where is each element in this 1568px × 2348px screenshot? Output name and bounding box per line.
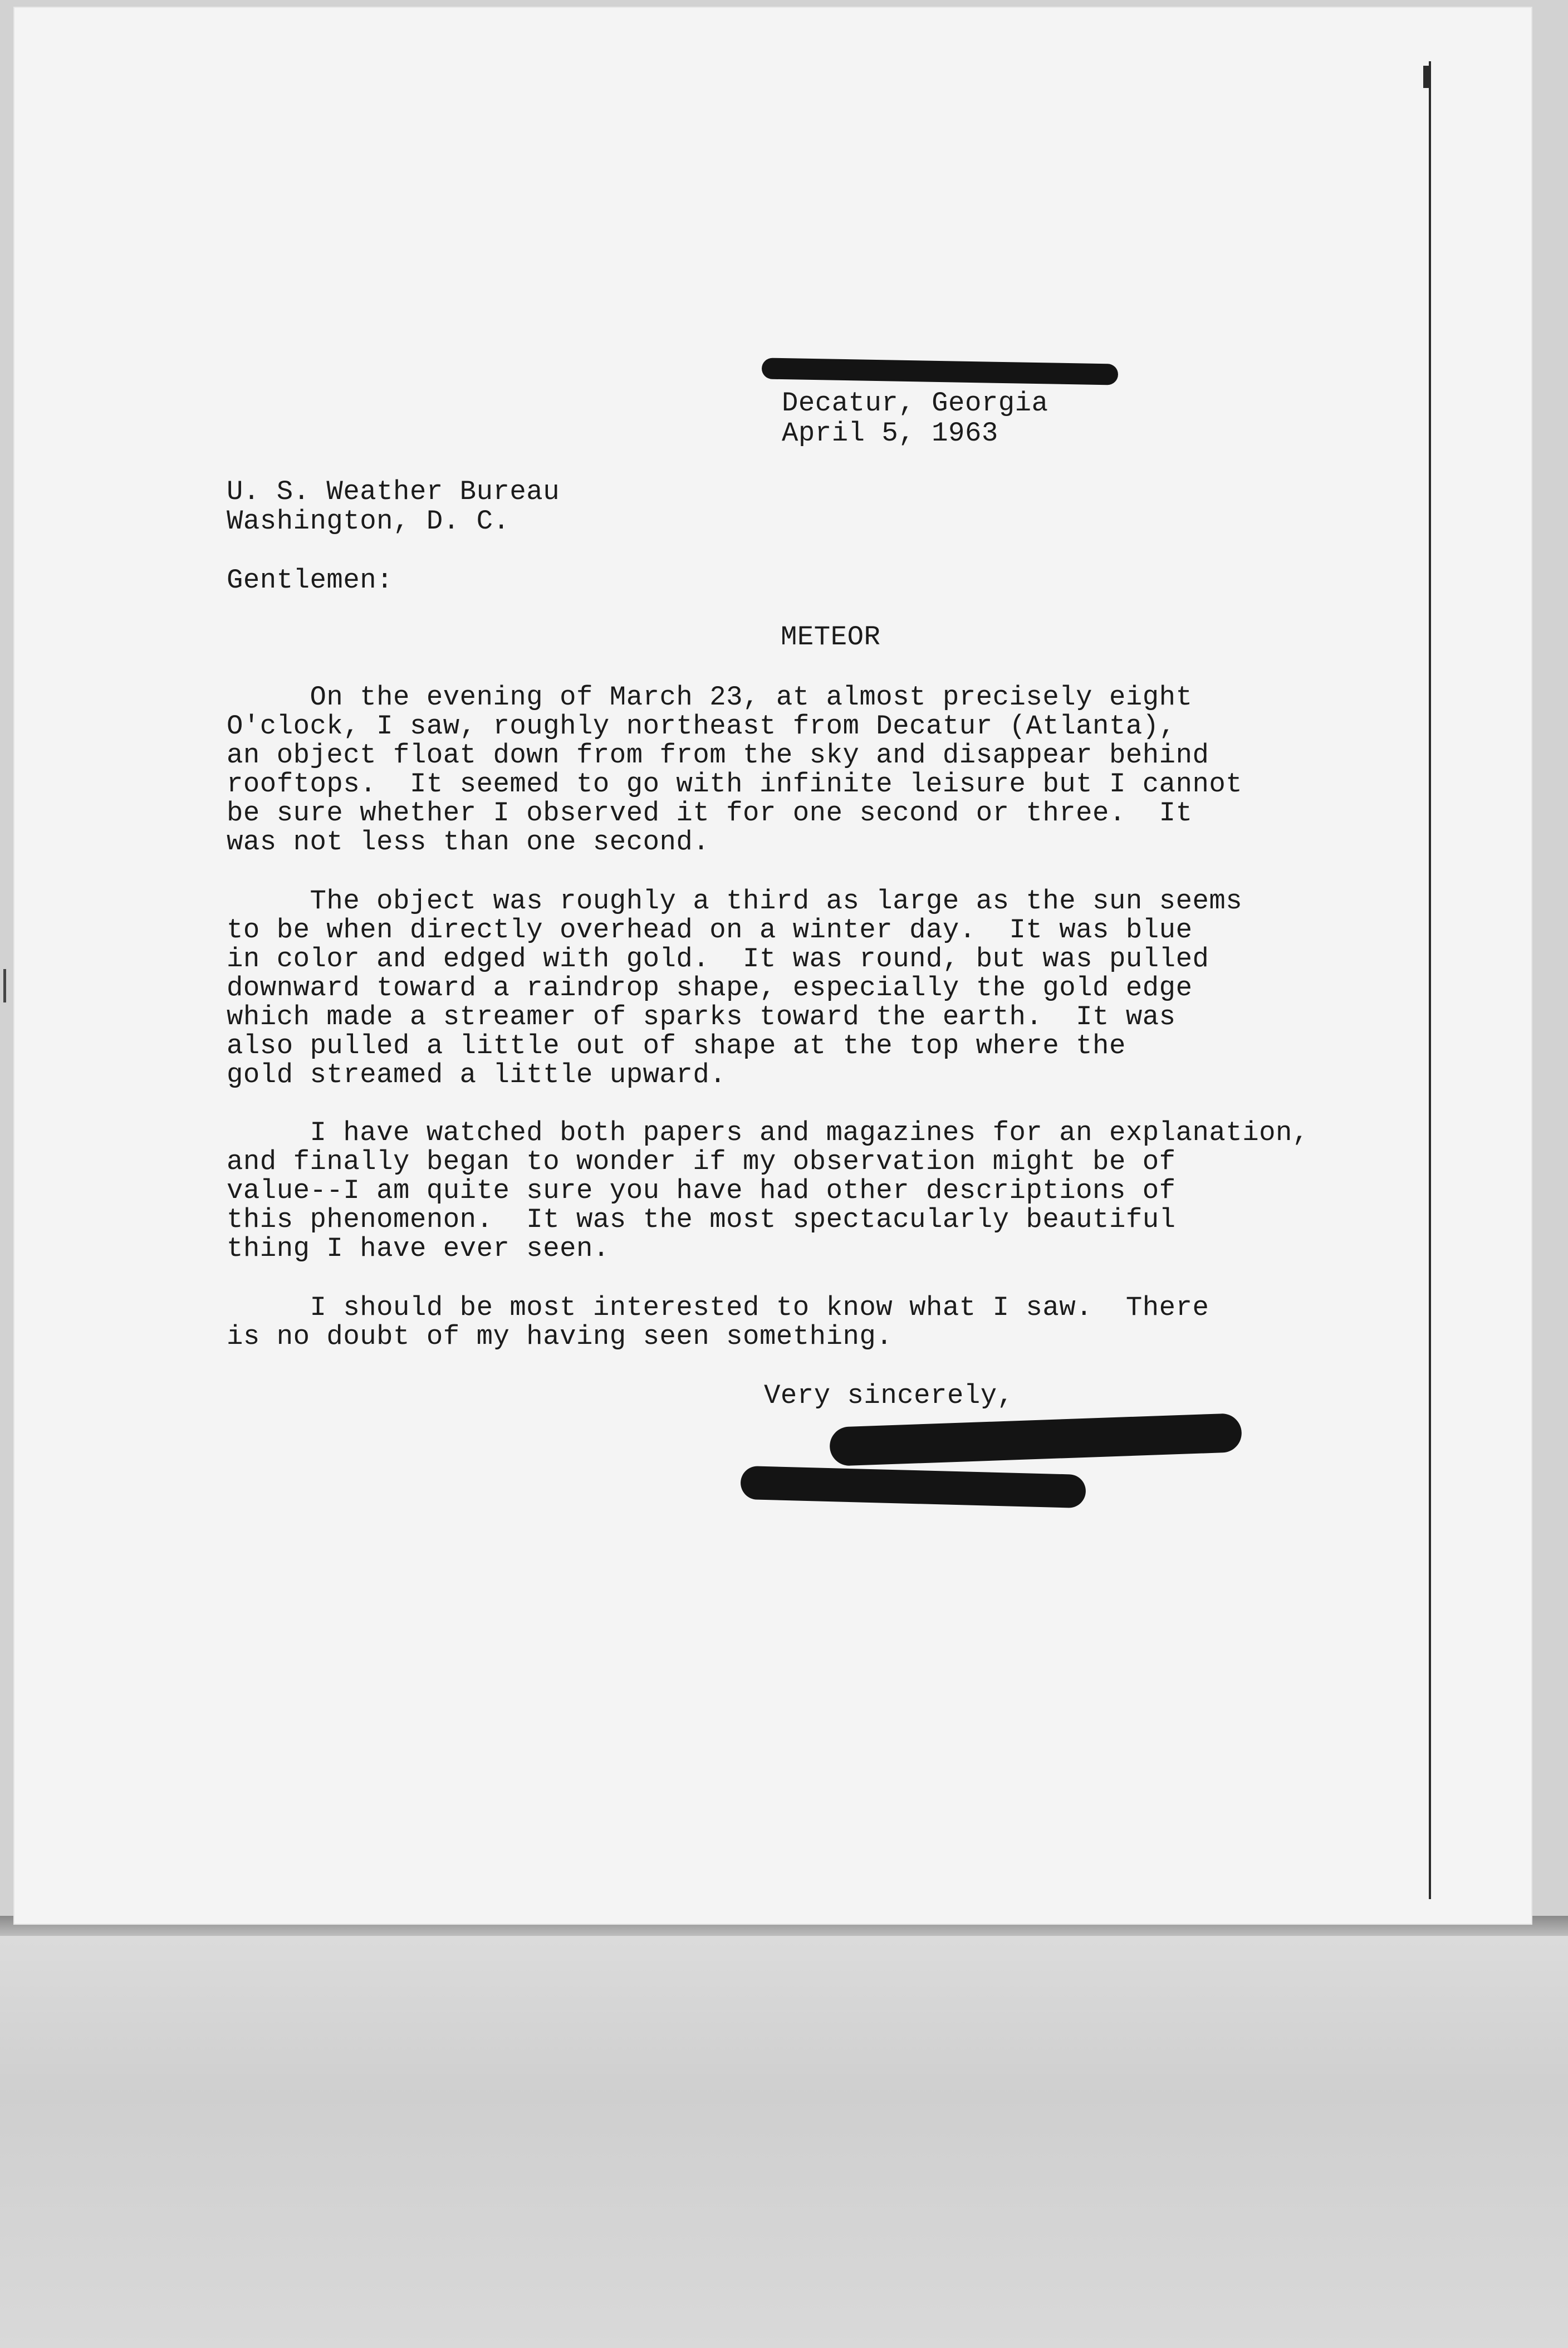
- salutation: Gentlemen:: [227, 565, 394, 596]
- closing: Very sincerely,: [764, 1380, 1014, 1411]
- paragraph-line: On the evening of March 23, at almost precisely eight: [227, 682, 1193, 713]
- paragraph-line: to be when directly overhead on a winter day. It was blue: [227, 914, 1193, 946]
- scan-background: [0, 1927, 1568, 2348]
- margin-rule: [1429, 61, 1431, 1899]
- letter-title: METEOR: [781, 622, 881, 653]
- paragraph-line: value--I am quite sure you have had other descriptions of: [227, 1175, 1176, 1206]
- paragraph-line: be sure whether I observed it for one second or three. It: [227, 798, 1193, 829]
- paragraph-line: which made a streamer of sparks toward the earth. It was: [227, 1001, 1176, 1033]
- paragraph-line: in color and edged with gold. It was round, but was pulled: [227, 943, 1209, 975]
- paragraph-line: The object was roughly a third as large as the sun seems: [227, 886, 1243, 917]
- paragraph-line: is no doubt of my having seen something.: [227, 1321, 893, 1352]
- paragraph-line: and finally began to wonder if my observation might be of: [227, 1146, 1176, 1177]
- paragraph-line: this phenomenon. It was the most spectacularly beautiful: [227, 1204, 1176, 1235]
- paragraph-line: gold streamed a little upward.: [227, 1059, 727, 1090]
- paragraph-line: I have watched both papers and magazines for an explanation,: [227, 1117, 1309, 1148]
- paragraph-line: downward toward a raindrop shape, especially the gold edge: [227, 972, 1193, 1004]
- heading-date: April 5, 1963: [782, 418, 998, 449]
- paragraph-line: also pulled a little out of shape at the top where the: [227, 1030, 1126, 1062]
- heading-city: Decatur, Georgia: [782, 388, 1048, 419]
- recipient-line-1: U. S. Weather Bureau: [227, 476, 560, 507]
- paragraph-line: an object float down from from the sky and disappear behind: [227, 740, 1209, 771]
- paragraph-line: O'clock, I saw, roughly northeast from Decatur (Atlanta),: [227, 711, 1176, 742]
- paragraph-line: I should be most interested to know what I saw. There: [227, 1292, 1209, 1323]
- paragraph-line: was not less than one second.: [227, 826, 710, 858]
- margin-tick: [1423, 66, 1431, 88]
- paragraph-line: rooftops. It seemed to go with infinite leisure but I cannot: [227, 769, 1243, 800]
- paragraph-line: thing I have ever seen.: [227, 1233, 610, 1264]
- margin-mark: [3, 969, 6, 1002]
- recipient-line-2: Washington, D. C.: [227, 506, 510, 537]
